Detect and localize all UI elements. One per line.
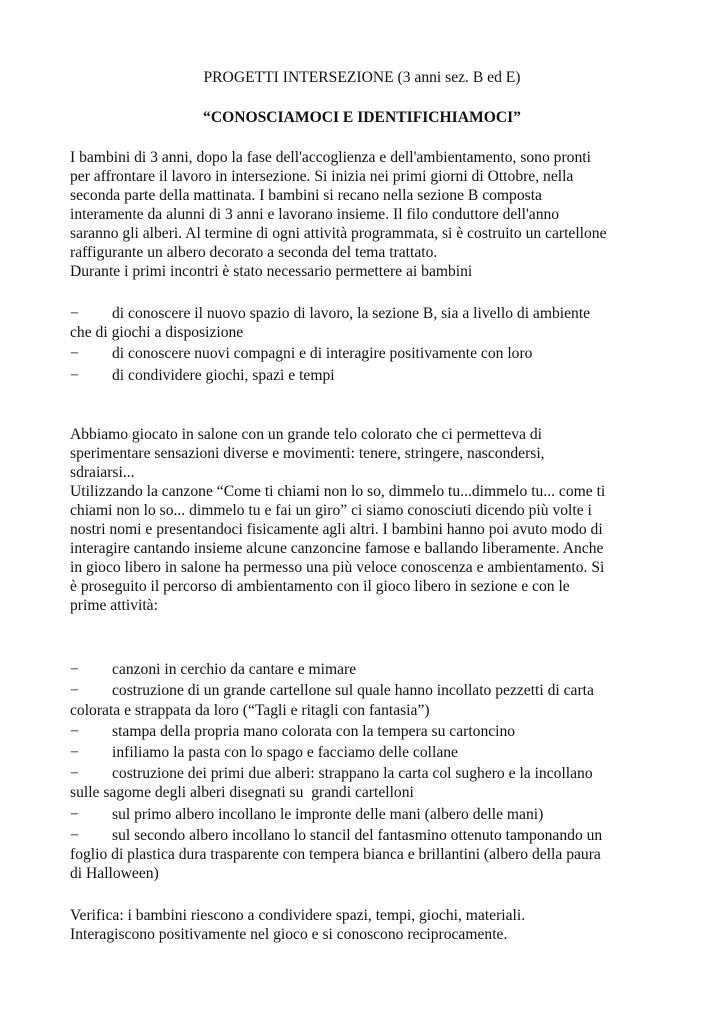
intro-line: raffigurante un albero decorato a seconda del tema trattato. [70, 244, 438, 261]
activity-item: infiliamo la pasta con lo spago e facciamo delle collane [112, 744, 458, 761]
paragraph-line: prime attività: [70, 597, 158, 614]
objective-item: di conoscere il nuovo spazio di lavoro, la sezione B, sia a livello di ambiente [112, 305, 591, 322]
bullet-marker: − [70, 806, 79, 823]
activity-item-continuation: sulle sagome degli alberi disegnati su grandi cartelloni [70, 784, 414, 801]
activity-item: stampa della propria mano colorata con la tempera su cartoncino [112, 723, 516, 740]
bullet-marker: − [70, 345, 79, 362]
bullet-marker: − [70, 765, 79, 782]
intro-line: I bambini di 3 anni, dopo la fase dell'accoglienza e dell'ambientamento, sono pronti [70, 149, 591, 166]
intro-line: interamente da alunni di 3 anni e lavorano insieme. Il filo conduttore dell'anno [70, 206, 560, 223]
bullet-marker: − [70, 827, 79, 844]
intro-line: seconda parte della mattinata. I bambini si recano nella sezione B composta [70, 187, 542, 204]
activity-item-continuation: colorata e strappata da loro (“Tagli e ritagli con fantasia”) [70, 702, 430, 719]
intro-line: saranno gli alberi. Al termine di ogni attività programmata, si è costruito un cartellone [70, 225, 607, 242]
bullet-marker: − [70, 305, 79, 322]
activity-item: costruzione dei primi due alberi: strappano la carta col sughero e la incollano [112, 765, 593, 782]
objective-item-continuation: che di giochi a disposizione [70, 324, 244, 341]
activity-item: sul primo albero incollano le impronte delle mani (albero delle mani) [112, 806, 544, 823]
verification-line: Interagiscono positivamente nel gioco e si conoscono reciprocamente. [70, 926, 508, 943]
paragraph-line: in gioco libero in salone ha permesso una più veloce conoscenza e ambientamento. Si [70, 559, 605, 576]
bullet-marker: − [70, 723, 79, 740]
bullet-marker: − [70, 744, 79, 761]
document-title: PROGETTI INTERSEZIONE (3 anni sez. B ed E) [203, 69, 521, 86]
intro-line: per affrontare il lavoro in intersezione. Si inizia nei primi giorni di Ottobre, nella [70, 168, 574, 185]
paragraph-line: interagire cantando insieme alcune canzoncine famose e ballando liberamente. Anche [70, 540, 604, 557]
bullet-marker: − [70, 661, 79, 678]
intro-line: Durante i primi incontri è stato necessario permettere ai bambini [70, 263, 473, 280]
document-heading: “CONOSCIAMOCI E IDENTIFICHIAMOCI” [203, 109, 521, 126]
activity-item-continuation: foglio di plastica dura trasparente con tempera bianca e brillantini (albero della paura [70, 846, 601, 863]
paragraph-line: sperimentare sensazioni diverse e movimenti: tenere, stringere, nascondersi, [70, 445, 545, 462]
bullet-marker: − [70, 682, 79, 699]
paragraph-line: Utilizzando la canzone “Come ti chiami non lo so, dimmelo tu...dimmelo tu... come ti [70, 483, 606, 500]
paragraph-line: Abbiamo giocato in salone con un grande telo colorato che ci permetteva di [70, 426, 542, 443]
objective-item: di conoscere nuovi compagni e di interagire positivamente con loro [112, 345, 533, 362]
activity-item: sul secondo albero incollano lo stancil del fantasmino ottenuto tamponando un [112, 827, 603, 844]
objective-item: di condividere giochi, spazi e tempi [112, 367, 335, 384]
paragraph-line: sdraiarsi... [70, 464, 135, 481]
activity-item: canzoni in cerchio da cantare e mimare [112, 661, 357, 678]
activity-item: costruzione di un grande cartellone sul quale hanno incollato pezzetti di carta [112, 682, 594, 699]
paragraph-line: è proseguito il percorso di ambientamento con il gioco libero in sezione e con le [70, 578, 570, 595]
paragraph-line: nostri nomi e presentandoci fisicamente agli altri. I bambini hanno poi avuto modo di [70, 521, 603, 538]
bullet-marker: − [70, 367, 79, 384]
verification-line: Verifica: i bambini riescono a condividere spazi, tempi, giochi, materiali. [70, 907, 526, 924]
paragraph-line: chiami non lo so... dimmelo tu e fai un giro” ci siamo conosciuti dicendo più volte i [70, 502, 592, 519]
activity-item-continuation: di Halloween) [70, 865, 159, 882]
